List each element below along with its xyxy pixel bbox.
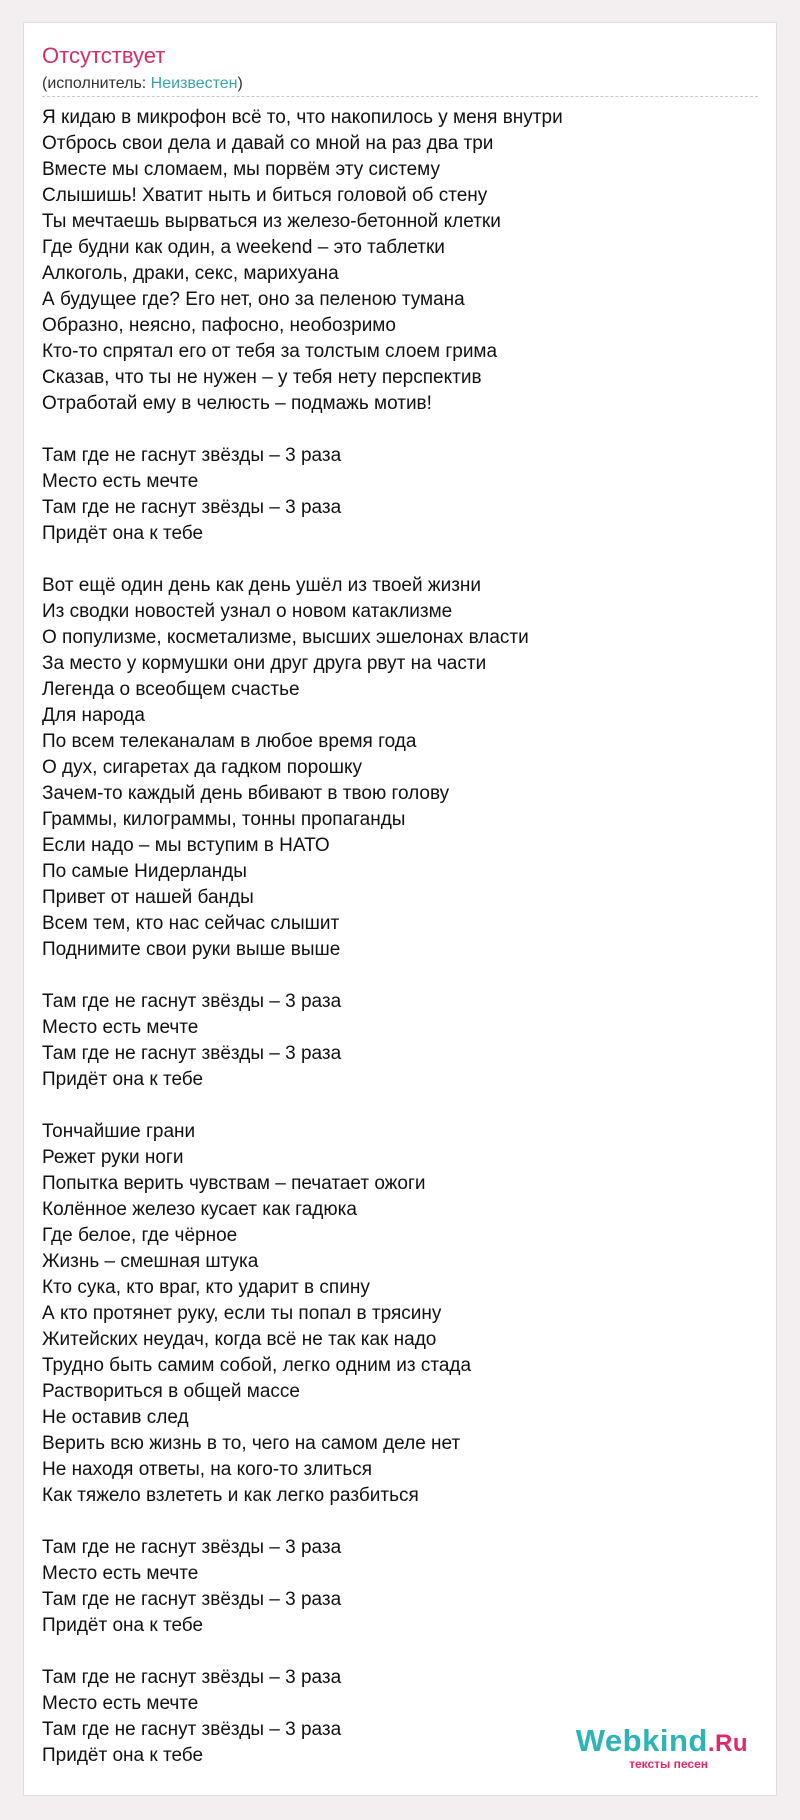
- lyric-line: Граммы, килограммы, тонны пропаганды: [42, 809, 406, 830]
- lyric-line: Там где не гаснут звёзды – 3 раза: [42, 991, 342, 1012]
- lyric-line: Не оставив след: [42, 1407, 189, 1428]
- performer-line: [42, 74, 243, 94]
- lyric-line: Там где не гаснут звёзды – 3 раза: [42, 1043, 342, 1064]
- lyric-line: Раствориться в общей массе: [42, 1381, 301, 1402]
- lyric-line: Где будни как один, а weekend – это таблетки: [42, 237, 445, 258]
- lyric-line: Вот ещё один день как день ушёл из твоей жизни: [42, 575, 482, 596]
- lyric-line: Там где не гаснут звёзды – 3 раза: [42, 1589, 342, 1610]
- lyric-line: Придёт она к тебе: [42, 523, 204, 544]
- performer-link[interactable]: Неизвестен: [150, 75, 238, 92]
- lyric-line: Отбрось свои дела и давай со мной на раз два три: [42, 133, 494, 154]
- lyric-line: Место есть мечте: [42, 1563, 199, 1584]
- lyric-line: Если надо – мы вступим в НАТО: [42, 835, 330, 856]
- title-divider: [42, 96, 758, 97]
- lyric-line: По самые Нидерланды: [42, 861, 247, 882]
- logo-domain-text: .Ru: [707, 1730, 748, 1757]
- stanza-break: [42, 1639, 742, 1665]
- lyric-line: Придёт она к тебе: [42, 1615, 204, 1636]
- lyric-line: Режет руки ноги: [42, 1147, 184, 1168]
- lyric-line: Там где не гаснут звёзды – 3 раза: [42, 497, 342, 518]
- lyric-line: Придёт она к тебе: [42, 1069, 204, 1090]
- lyric-line: Место есть мечте: [42, 471, 199, 492]
- lyric-line: Тончайшие грани: [42, 1121, 196, 1142]
- lyric-line: Сказав, что ты не нужен – у тебя нету перспектив: [42, 367, 482, 388]
- lyric-line: Колённое железо кусает как гадюка: [42, 1199, 357, 1220]
- song-title: Отсутствует: [42, 43, 166, 68]
- lyric-line: По всем телеканалам в любое время года: [42, 731, 417, 752]
- lyric-line: Всем тем, кто нас сейчас слышит: [42, 913, 340, 934]
- lyric-line: Жизнь – смешная штука: [42, 1251, 259, 1272]
- performer-suffix: ): [237, 75, 243, 92]
- lyric-line: Из сводки новостей узнал о новом катаклизме: [42, 601, 453, 622]
- lyric-line: О дух, сигаретах да гадком порошку: [42, 757, 363, 778]
- lyric-line: Слышишь! Хватит ныть и биться головой об стену: [42, 185, 488, 206]
- stanza-break: [42, 1093, 742, 1119]
- lyric-line: Легенда о всеобщем счастье: [42, 679, 300, 700]
- lyric-line: Привет от нашей банды: [42, 887, 254, 908]
- stanza-break: [42, 547, 742, 573]
- lyric-line: Попытка верить чувствам – печатает ожоги: [42, 1173, 426, 1194]
- lyric-line: Вместе мы сломаем, мы порвём эту систему: [42, 159, 440, 180]
- lyric-line: Как тяжело взлететь и как легко разбиться: [42, 1485, 419, 1506]
- lyric-line: А будущее где? Его нет, оно за пеленою тумана: [42, 289, 465, 310]
- lyric-line: Алкоголь, драки, секс, марихуана: [42, 263, 339, 284]
- lyrics-text: [42, 105, 742, 1769]
- lyric-line: А кто протянет руку, если ты попал в трясину: [42, 1303, 442, 1324]
- performer-prefix: (исполнитель:: [42, 75, 151, 92]
- lyric-line: Отработай ему в челюсть – подмажь мотив!: [42, 393, 432, 414]
- lyric-line: Место есть мечте: [42, 1017, 199, 1038]
- stanza-break: [42, 963, 742, 989]
- lyric-line: Там где не гаснут звёзды – 3 раза: [42, 1667, 342, 1688]
- lyric-line: Место есть мечте: [42, 1693, 199, 1714]
- lyric-line: Кто сука, кто враг, кто ударит в спину: [42, 1277, 370, 1298]
- stanza-break: [42, 417, 742, 443]
- lyric-line: Там где не гаснут звёзды – 3 раза: [42, 445, 342, 466]
- lyric-line: За место у кормушки они друг друга рвут на части: [42, 653, 487, 674]
- site-logo[interactable]: [558, 1723, 748, 1773]
- lyric-line: Где белое, где чёрное: [42, 1225, 238, 1246]
- lyric-line: Зачем-то каждый день вбивают в твою голову: [42, 783, 450, 804]
- lyric-line: Не находя ответы, на кого-то злиться: [42, 1459, 373, 1480]
- lyric-line: Верить всю жизнь в то, чего на самом деле нет: [42, 1433, 461, 1454]
- lyric-line: О популизме, косметализме, высших эшелонах власти: [42, 627, 529, 648]
- logo-main-text: Webkind: [575, 1723, 708, 1758]
- lyric-line: Житейских неудач, когда всё не так как надо: [42, 1329, 437, 1350]
- lyric-line: Там где не гаснут звёзды – 3 раза: [42, 1537, 342, 1558]
- stanza-break: [42, 1509, 742, 1535]
- lyric-line: Там где не гаснут звёзды – 3 раза: [42, 1719, 342, 1740]
- logo-tagline: тексты песен: [629, 1757, 708, 1771]
- lyric-line: Поднимите свои руки выше выше: [42, 939, 341, 960]
- lyric-line: Кто-то спрятал его от тебя за толстым слоем грима: [42, 341, 498, 362]
- lyric-line: Образно, неясно, пафосно, необозримо: [42, 315, 396, 336]
- lyric-line: Я кидаю в микрофон всё то, что накопилось у меня внутри: [42, 107, 563, 128]
- lyric-line: Трудно быть самим собой, легко одним из стада: [42, 1355, 472, 1376]
- lyric-line: Для народа: [42, 705, 145, 726]
- lyric-line: Придёт она к тебе: [42, 1745, 204, 1766]
- lyrics-card: [23, 22, 777, 1796]
- lyric-line: Ты мечтаешь вырваться из железо-бетонной клетки: [42, 211, 501, 232]
